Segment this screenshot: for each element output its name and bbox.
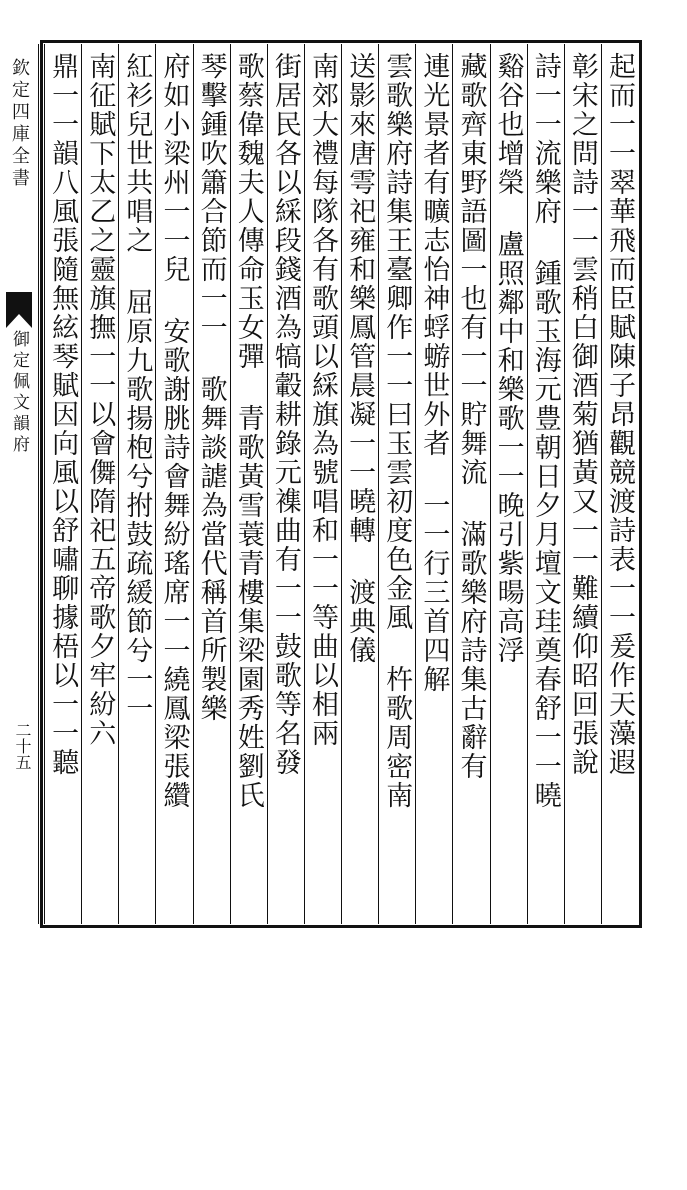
column-rule (564, 44, 565, 924)
book-title: 欽定四庫全書 (9, 58, 30, 190)
text-column: 連光景者有曠志怡神蜉蝣世外者 一一行三首四解 (418, 52, 450, 694)
column-rule (81, 44, 82, 924)
column-rule (193, 44, 194, 924)
column-rule (341, 44, 342, 924)
column-rule (452, 44, 453, 924)
text-column: 琴擊鍾吹簫合節而一一 歌舞談謔為當代稱首所製樂 (195, 52, 227, 723)
text-column: 彰宋之問詩一一雲稍白御酒菊猶黃又一一難續仰昭回張說 (566, 52, 598, 777)
column-rule (490, 44, 491, 924)
page-number: 二十五 (13, 722, 32, 770)
column-rule (118, 44, 119, 924)
text-column: 紅衫兒世共唱之 屈原九歌揚枹兮拊鼓疏緩節兮一一 (121, 52, 153, 723)
column-rule (230, 44, 231, 924)
column-rule (44, 44, 45, 924)
text-column: 谿谷也增榮 盧照鄰中和樂歌一一晚引紫暘高浮 (492, 52, 524, 665)
margin-rule (38, 44, 39, 924)
column-rule (601, 44, 602, 924)
text-column: 南郊大禮每隊各有歌頭以綵旗為號唱和一一等曲以相兩 (307, 52, 338, 748)
column-rule (527, 44, 528, 924)
text-column: 雲歌樂府詩集王臺卿作一一曰玉雲初度色金風 杵歌周密南 (381, 52, 413, 810)
fish-tail-mark (4, 290, 34, 330)
text-column: 藏歌齊東野語圖一也有一一貯舞流 滿歌樂府詩集古辭有 (455, 52, 487, 781)
text-column: 街居民各以綵段錢酒為犒轂耕錄元襍曲有一一鼓歌等名發 (269, 52, 301, 777)
text-column: 起而一一翠華飛而臣賦陳子昂觀競渡詩表一一爰作天藻遐 (604, 52, 635, 777)
text-column: 南征賦下太乙之靈旗撫一一以會儛隋祀五帝歌夕牢紛六 (84, 52, 116, 748)
text-column: 送影來唐雩祀雍和樂鳳管晨凝一一曉轉 渡典儀 (344, 52, 376, 665)
column-rule (267, 44, 268, 924)
column-rule (304, 44, 305, 924)
text-column: 詩一一流樂府 鍾歌玉海元豊朝日夕月壇文珪奠春舒一一曉 (529, 52, 561, 810)
column-rule (378, 44, 379, 924)
section-title: 御定佩文韻府 (9, 330, 29, 456)
column-rule (155, 44, 156, 924)
text-column: 鼎一一韻八風張隨無絃琴賦因向風以舒嘯聊據梧以一一聽 (47, 52, 79, 777)
column-rule (415, 44, 416, 924)
text-column: 歌蔡偉魏夫人傳命玉女彈 青歌黃雪蓑青樓集梁園秀姓劉氏 (232, 52, 264, 810)
text-column: 府如小梁州一一兒 安歌謝朓詩會舞紛瑤席一一繞鳳梁張纘 (158, 52, 190, 810)
